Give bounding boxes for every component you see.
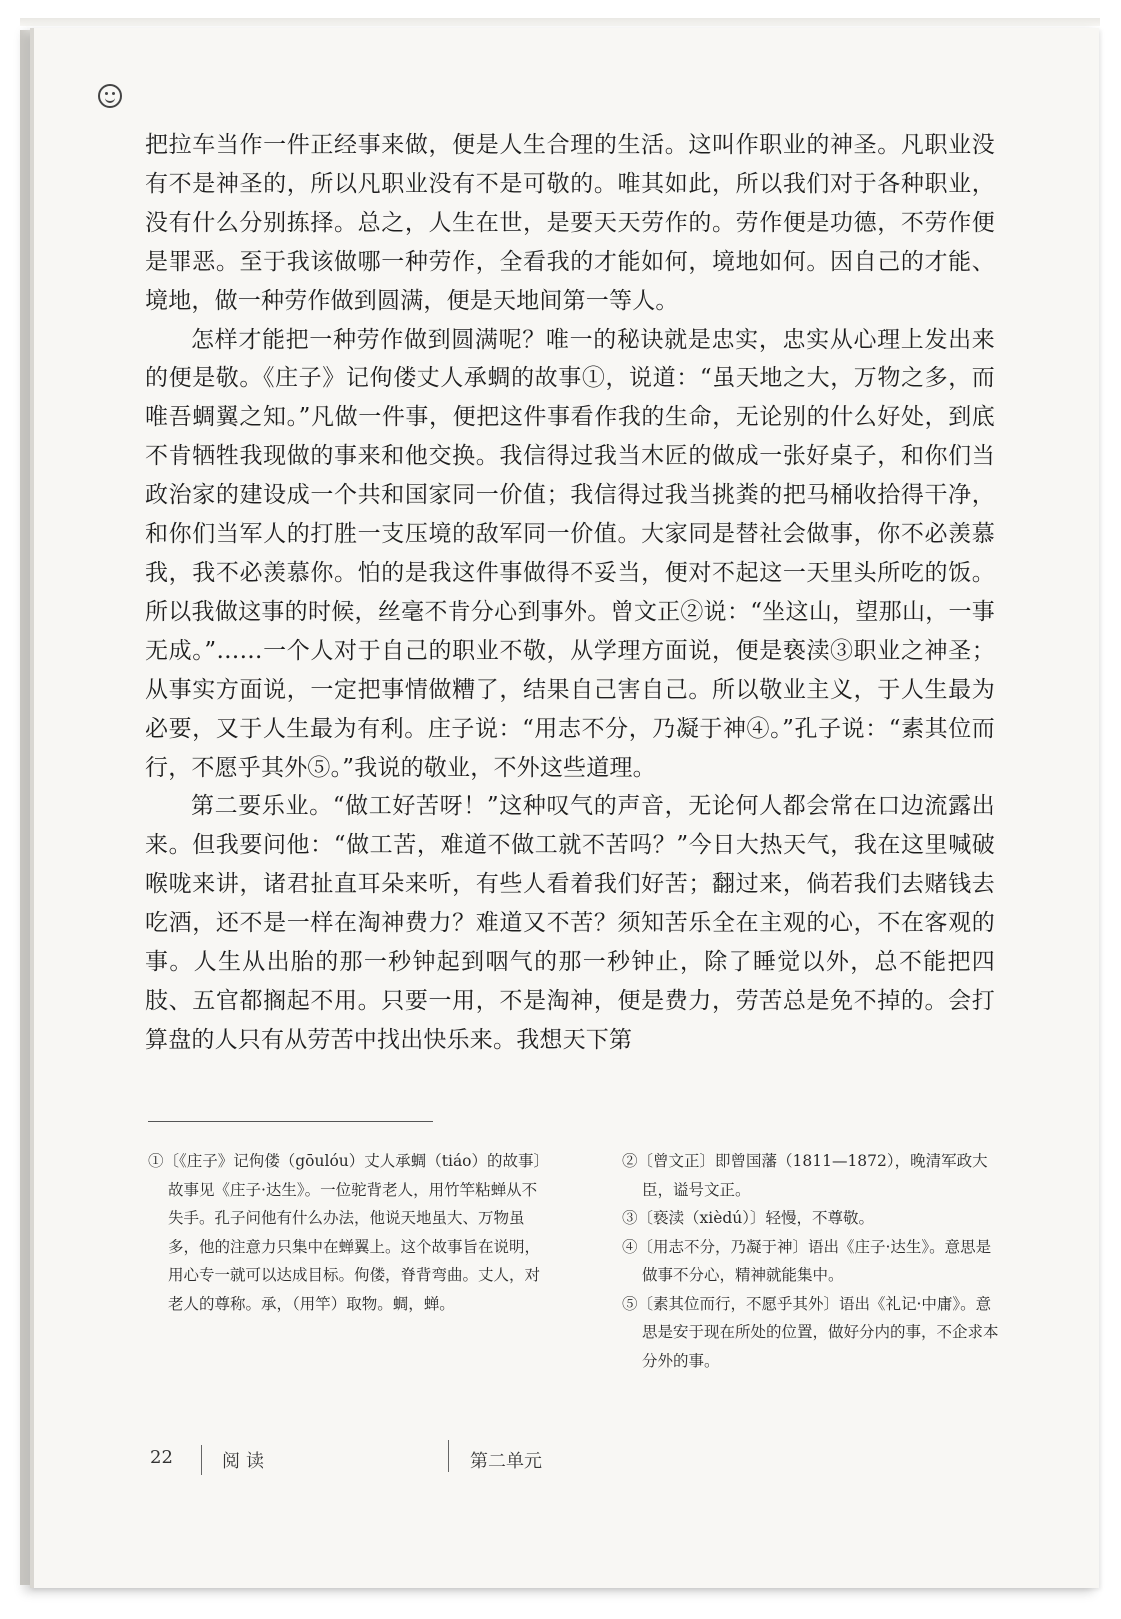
footer-divider: [448, 1440, 449, 1472]
smiley-icon: [98, 84, 122, 108]
main-text: [145, 126, 995, 1060]
footnote-5: ⑤〔素其位而行，不愿乎其外〕语出《礼记·中庸》。意思是安于现在所处的位置，做好分内的事，不企求本分外的事。: [622, 1294, 999, 1370]
page-edge-top: [20, 18, 1100, 26]
page-number: 22: [150, 1447, 173, 1468]
paragraph-3: 第二要乐业。“做工好苦呀！”这种叹气的声音，无论何人都会常在口边流露出来。但我要问他：“做工苦，难道不做工就不苦吗？”今日大热天气，我在这里喊破喉咙来讲，诸君扯直耳朵来听，有些人看着我们好苦；翻过来，倘若我们去赌钱去吃酒，还不是一样在淘神费力？难道又不苦？须知苦乐全在主观的心，不在客观的事。人生从出胎的那一秒钟起到咽气的那一秒钟止，除了睡觉以外，总不能把四肢、五官都搁起不用。只要一用，不是淘神，便是费力，劳苦总是免不掉的。会打算盘的人只有从劳苦中找出快乐来。我想天下第: [145, 793, 995, 1053]
footer-unit: 第二单元: [470, 1451, 542, 1472]
paragraph-1: 把拉车当作一件正经事来做，便是人生合理的生活。这叫作职业的神圣。凡职业没有不是神圣的，所以凡职业没有不是可敬的。唯其如此，所以我们对于各种职业，没有什么分别拣择。总之，人生在世，是要天天劳作的。劳作便是功德，不劳作便是罪恶。至于我该做哪一种劳作，全看我的才能如何，境地如何。因自己的才能、境地，做一种劳作做到圆满，便是天地间第一等人。: [145, 132, 995, 314]
footnote-divider: [148, 1121, 433, 1122]
footer-section: 阅读: [222, 1451, 270, 1472]
footnote-3: ③〔亵渎（xièdú）〕轻慢，不尊敬。: [622, 1209, 875, 1227]
footnotes-right: [622, 1147, 1002, 1375]
footnotes-left: [148, 1147, 548, 1318]
paragraph-2: 怎样才能把一种劳作做到圆满呢？唯一的秘诀就是忠实，忠实从心理上发出来的便是敬。《庄子》记佝偻丈人承蜩的故事①，说道：“虽天地之大，万物之多，而唯吾蜩翼之知。”凡做一件事，便把这件事看作我的生命，无论别的什么好处，到底不肯牺牲我现做的事来和他交换。我信得过我当木匠的做成一张好桌子，和你们当政治家的建设成一个共和国家同一价值；我信得过我当挑粪的把马桶收拾得干净，和你们当军人的打胜一支压境的敌军同一价值。大家同是替社会做事，你不必羡慕我，我不必羡慕你。怕的是我这件事做得不妥当，便对不起这一天里头所吃的饭。所以我做这事的时候，丝毫不肯分心到事外。曾文正②说：“坐这山，望那山，一事无成。”……一个人对于自己的职业不敬，从学理方面说，便是亵渎③职业之神圣；从事实方面说，一定把事情做糟了，结果自己害自己。所以敬业主义，于人生最为必要，又于人生最为有利。庄子说：“用志不分，乃凝于神④。”孔子说：“素其位而行，不愿乎其外⑤。”我说的敬业，不外这些道理。: [145, 326, 995, 781]
footnote-4: ④〔用志不分，乃凝于神〕语出《庄子·达生》。意思是做事不分心，精神就能集中。: [622, 1237, 992, 1284]
footer-divider: [201, 1445, 202, 1475]
footnote-1: ①〔《庄子》记佝偻（gōulóu）丈人承蜩（tiáo）的故事〕故事见《庄子·达生》。一位驼背老人，用竹竿粘蝉从不失手。孔子问他有什么办法，他说天地虽大、万物虽多，他的注意力只集中在蝉翼上。这个故事旨在说明，用心专一就可以达成目标。佝偻，脊背弯曲。丈人，对老人的尊称。承，（用竿）取物。蜩，蝉。: [148, 1152, 542, 1313]
footnote-2: ②〔曾文正〕即曾国藩（1811—1872），晚清军政大臣，谥号文正。: [622, 1152, 988, 1199]
